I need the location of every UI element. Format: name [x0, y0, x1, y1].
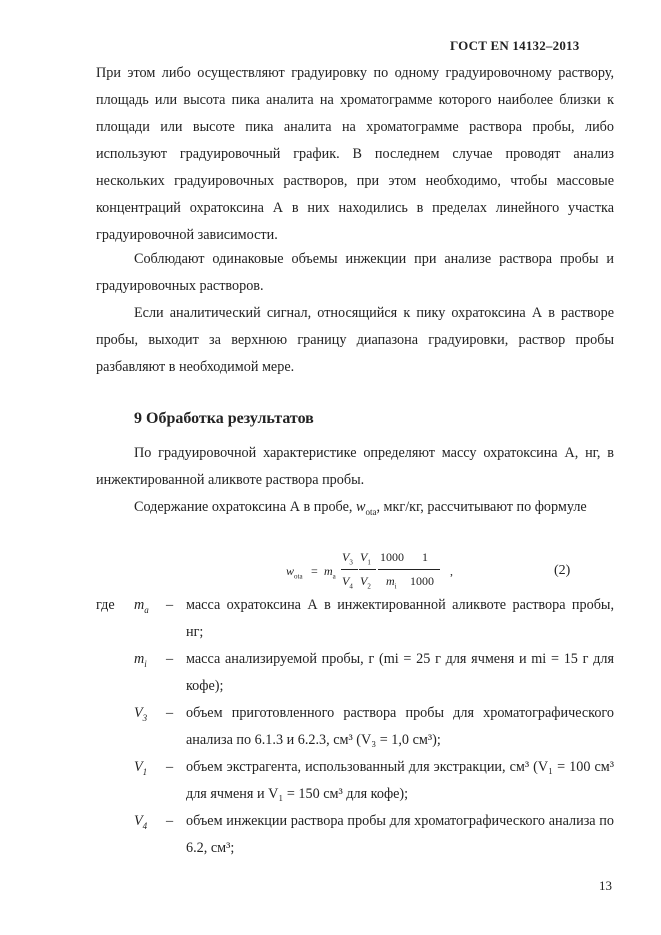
formula-equals: = [311, 564, 318, 578]
definition-item [96, 646, 614, 700]
definition-text: масса охратоксина А в инжектированной аликвоте раствора пробы, нг; [186, 597, 614, 640]
definition-text: объем экстрагента, использованный для экстракции, см³ (V₁ = 100 см³ для ячменя и V₁ = 150 см³ для кофе); [186, 759, 614, 802]
definition-symbol: $m_i$ [134, 651, 147, 669]
formula-num2: $V_1$ [360, 550, 371, 567]
where-label: где [96, 597, 115, 613]
definition-item [96, 808, 614, 862]
formula-den4: 1000 [410, 574, 434, 588]
paragraph-mass-determination: По градуировочной характеристике определяют массу охратоксина А, нг, в инжектированной аликвоте раствора пробы. [96, 445, 614, 488]
definition-dash: – [166, 597, 174, 613]
definition-symbol: $V_4$ [134, 813, 148, 831]
definition-dash: – [166, 813, 174, 829]
definition-text: объем приготовленного раствора пробы для хроматографического анализа по 6.1.3 и 6.2.3, см³ (V₃ = 1,0 см³); [186, 705, 614, 748]
page-number: 13 [599, 878, 612, 893]
formula-trailing-comma: , [450, 564, 453, 578]
formula-lhs: $w_{ota}$ [286, 564, 303, 581]
equation-number: (2) [554, 563, 571, 578]
definition-text: объем инжекции раствора пробы для хроматографического анализа по 6.2, см³; [186, 813, 614, 856]
definition-item [96, 700, 614, 754]
definition-dash: – [166, 651, 174, 667]
section-heading: 9 Обработка результатов [134, 410, 314, 427]
definition-item [96, 754, 614, 808]
formula-num4: 1 [422, 550, 428, 564]
definition-text: масса анализируемой пробы, г (mi = 25 г для ячменя и mi = 15 г для кофе); [186, 651, 614, 694]
definition-item [96, 592, 614, 646]
fraction-bar [410, 569, 440, 570]
formula-den2: $V_2$ [360, 574, 371, 591]
formula-factor: $m_a$ [324, 564, 336, 581]
standard-header: ГОСТ EN 14132–2013 [450, 38, 580, 53]
fraction-bar [341, 569, 358, 570]
definition-symbol: $V_3$ [134, 705, 148, 723]
definition-dash: – [166, 705, 174, 721]
paragraph-formula-intro: Содержание охратоксина А в пробе, $w_{ota}$, мкг/кг, рассчитывают по формуле [134, 499, 587, 517]
paragraph-calibration: При этом либо осуществляют градуировку по одному градуировочному раствору, площадь или высота пика аналита на хроматограмме которого наиболее близки к площади или высоте пика аналита на хроматограмме раствора пробы, либо используют градуировочный график. В последнем случае проводят анализ нескольких градуировочных растворов, при этом необходимо, чтобы массовые концентраций охратоксина А в них находились в пределах линейного участка градуировочной зависимости. [96, 65, 614, 243]
definition-symbol: $V_1$ [134, 759, 148, 777]
paragraph-injection-volumes: Соблюдают одинаковые объемы инжекции при анализе раствора пробы и градуировочных растворов. [96, 251, 614, 294]
formula-num1: $V_3$ [342, 550, 353, 567]
formula-2 [286, 548, 486, 596]
definition-dash: – [166, 759, 174, 775]
formula-den3: $m_i$ [386, 574, 397, 591]
paragraph-dilution: Если аналитический сигнал, относящийся к пику охратоксина А в растворе пробы, выходит за верхнюю границу диапазона градуировки, раствор пробы разбавляют в необходимой мере. [96, 305, 614, 375]
formula-num3: 1000 [380, 550, 404, 564]
fraction-bar [378, 569, 410, 570]
definition-symbol: $m_a$ [134, 597, 149, 615]
fraction-bar [359, 569, 376, 570]
formula-den1: $V_4$ [342, 574, 353, 591]
